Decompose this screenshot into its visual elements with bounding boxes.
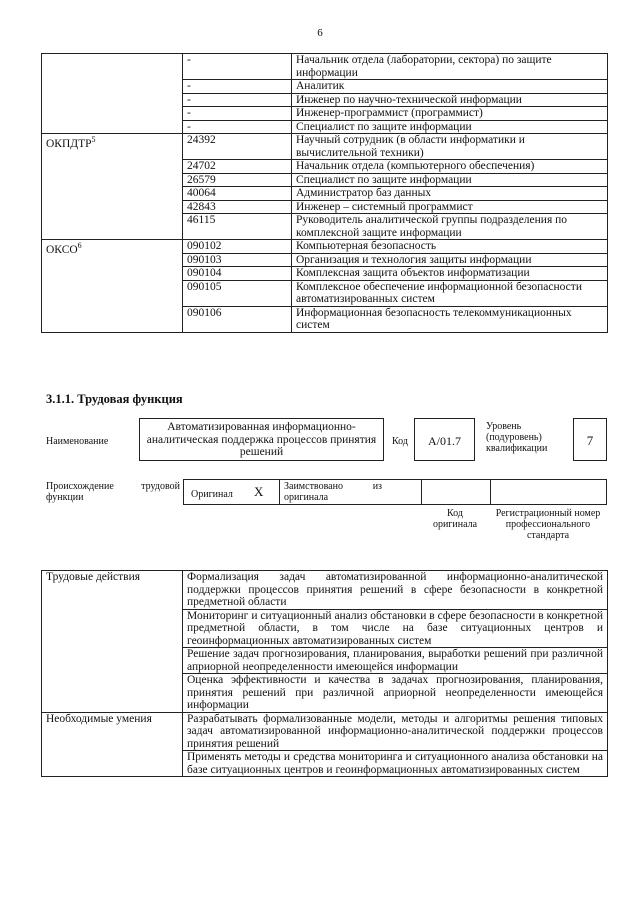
borrowed-label: Заимствовано из оригинала <box>284 481 382 503</box>
classification-title: Организация и технология защиты информации <box>292 253 608 267</box>
classification-code: 090105 <box>183 280 292 306</box>
classification-code: 26579 <box>183 173 292 187</box>
classification-code: 42843 <box>183 200 292 214</box>
classification-code: - <box>183 120 292 134</box>
classification-title: Научный сотрудник (в области информатики и вычислительной техники) <box>292 134 608 160</box>
footnote-ref: 6 <box>77 241 82 250</box>
classification-title: Инженер – системный программист <box>292 200 608 214</box>
original-label: Оригинал <box>191 489 233 500</box>
origin-divider <box>490 479 491 505</box>
name-label: Наименование <box>46 436 109 447</box>
origin-divider <box>279 479 280 505</box>
classification-row <box>42 240 608 254</box>
classification-code: 090103 <box>183 253 292 267</box>
required-skill: Применять методы и средства мониторинга и ситуационного анализа обстановки на базе ситуационных центров и геоинформационных автоматизированных систем <box>183 751 608 777</box>
origin-label: Происхождение трудовой функции <box>46 481 180 503</box>
required-skill: Разрабатывать формализованные модели, методы и алгоритмы решения типовых задач автоматизированной информационно-аналитической поддержки процессов принятия решений <box>183 712 608 751</box>
classification-code: - <box>183 54 292 80</box>
classifier-label: ОКПДТР <box>46 137 92 150</box>
classification-title: Руководитель аналитической группы подразделения по комплексной защите информации <box>292 214 608 240</box>
classifier-name <box>42 240 183 333</box>
classification-row <box>42 54 608 80</box>
classification-title: Компьютерная безопасность <box>292 240 608 254</box>
level-value: 7 <box>586 433 594 448</box>
name-value-box <box>139 418 384 461</box>
classification-title: Комплексная защита объектов информатизации <box>292 267 608 281</box>
classification-title: Администратор баз данных <box>292 187 608 201</box>
actions-label: Трудовые действия <box>42 571 183 713</box>
work-action: Оценка эффективности и качества в задачах прогнозирования, планирования, принятия решений при различной априорной неопределенности имеющейся информации <box>183 674 608 713</box>
classification-title: Начальник отдела (компьютерного обеспечения) <box>292 160 608 174</box>
classification-title: Специалист по защите информации <box>292 173 608 187</box>
classifier-name <box>42 54 183 134</box>
skills-label: Необходимые умения <box>42 712 183 777</box>
code-value: A/01.7 <box>428 434 461 448</box>
work-action: Решение задач прогнозирования, планирования, выработки решений при различной априорной неопределенности имеющейся информации <box>183 648 608 674</box>
classification-code: 090106 <box>183 306 292 332</box>
work-action: Формализация задач автоматизированной информационно-аналитической поддержки процессов принятия решений в сфере безопасности в конкретной предметной области <box>183 571 608 610</box>
classification-code: 24392 <box>183 134 292 160</box>
classification-code: 090102 <box>183 240 292 254</box>
footnote-ref: 5 <box>91 135 96 144</box>
classification-code: 090104 <box>183 267 292 281</box>
classification-row <box>42 134 608 160</box>
classification-code: 46115 <box>183 214 292 240</box>
work-function-row <box>42 712 608 751</box>
origin-box <box>183 479 607 505</box>
level-value-box <box>573 418 607 461</box>
level-label: Уровень (подуровень) квалификации <box>486 421 548 454</box>
classification-title: Аналитик <box>292 80 608 94</box>
name-value: Автоматизированная информационно-аналитическая поддержка процессов принятия решений <box>146 421 377 458</box>
origin-divider <box>421 479 422 505</box>
classification-code: 40064 <box>183 187 292 201</box>
code-label: Код <box>392 436 408 447</box>
classification-code: - <box>183 107 292 121</box>
code-original-label: Код оригинала <box>432 508 478 530</box>
classification-code: 24702 <box>183 160 292 174</box>
classifier-label: ОКСО <box>46 243 78 256</box>
work-function-table <box>41 570 608 777</box>
classification-title: Начальник отдела (лаборатории, сектора) по защите информации <box>292 54 608 80</box>
classification-title: Информационная безопасность телекоммуникационных систем <box>292 306 608 332</box>
classification-title: Инженер-программист (программист) <box>292 107 608 121</box>
classification-code: - <box>183 80 292 94</box>
classification-title: Инженер по научно-технической информации <box>292 93 608 107</box>
code-value-box <box>414 418 475 461</box>
work-function-row <box>42 571 608 610</box>
work-action: Мониторинг и ситуационный анализ обстановки в сфере безопасности в конкретной предметной области, в том числе на базе ситуационных центров и геоинформационных автоматизированных систем <box>183 609 608 648</box>
classification-table <box>41 53 608 333</box>
classification-title: Специалист по защите информации <box>292 120 608 134</box>
classifier-name <box>42 134 183 240</box>
classification-code: - <box>183 93 292 107</box>
classification-title: Комплексное обеспечение информационной безопасности автоматизированных систем <box>292 280 608 306</box>
page-number: 6 <box>317 27 323 39</box>
section-heading: 3.1.1. Трудовая функция <box>46 392 183 406</box>
original-mark: X <box>254 484 264 499</box>
reg-number-label: Регистрационный номер профессионального стандарта <box>495 508 601 541</box>
